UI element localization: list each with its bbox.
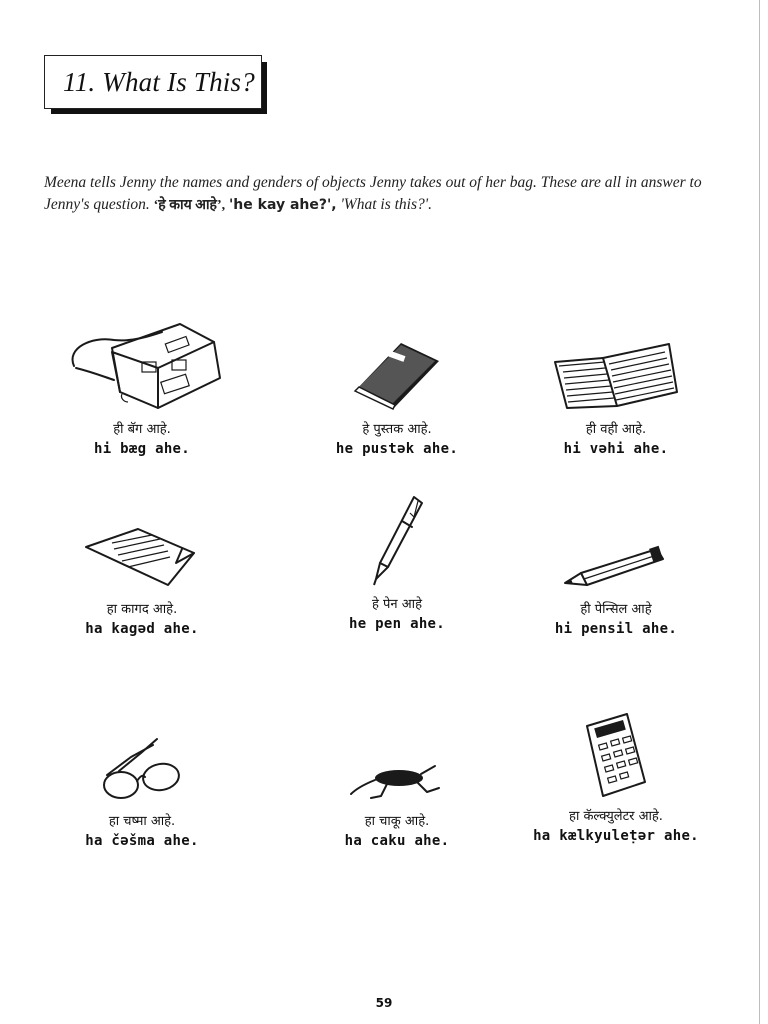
page-edge [759,0,760,1024]
notebook-icon [526,308,706,413]
item-devanagari: हा कागद आहे. [106,602,178,617]
item-notebook [506,308,726,483]
item-roman: he pen ahe. [348,616,446,632]
item-knife [287,700,507,875]
item-roman: hi pensil ahe. [554,621,678,637]
intro-sentence: Meena tells Jenny the names and genders of objects Jenny takes out of her bag. These are all in answer to Jenny's question. [44,174,702,213]
item-calculator [506,700,726,875]
item-devanagari: ही बॅग आहे. [113,422,171,437]
item-devanagari: हे पुस्तक आहे. [362,422,432,437]
page-title: 11. What Is This? [63,66,255,97]
item-paper [32,488,252,663]
knife-icon [307,700,487,805]
calculator-icon [526,700,706,800]
pencil-icon [526,488,706,593]
item-roman: ha caku ahe. [344,833,450,849]
item-pencil [506,488,726,663]
intro-transliteration: 'he kay ahe?', [229,197,337,213]
item-devanagari: ही पेन्सिल आहे [580,602,652,617]
item-devanagari: हा चष्मा आहे. [108,814,176,829]
item-roman: he pustək ahe. [335,441,459,457]
item-roman: ha kagəd ahe. [85,621,199,637]
page-number: 59 [375,996,393,1010]
item-glasses [32,700,252,875]
item-pen [287,488,507,663]
item-bag [32,308,252,483]
title-box [44,55,262,109]
glasses-icon [52,700,232,805]
intro-devanagari: ‘हे काय आहे’, [153,198,226,213]
intro-paragraph [44,172,734,217]
item-devanagari: हा कॅल्क्युलेटर आहे. [569,809,663,824]
item-roman: hi bæg ahe. [93,441,191,457]
pen-icon [307,488,487,588]
item-devanagari: हे पेन आहे [372,597,422,612]
intro-translation: 'What is this?'. [340,196,432,213]
item-devanagari: हा चाकू आहे. [364,814,430,829]
item-devanagari: ही वही आहे. [585,422,647,437]
item-book [287,308,507,483]
item-roman: ha kælkyuleṭər ahe. [533,828,699,844]
item-roman: hi vəhi ahe. [563,441,669,457]
bag-icon [52,308,232,413]
book-icon [307,308,487,413]
paper-icon [52,488,232,593]
item-roman: ha čəšma ahe. [85,833,199,849]
